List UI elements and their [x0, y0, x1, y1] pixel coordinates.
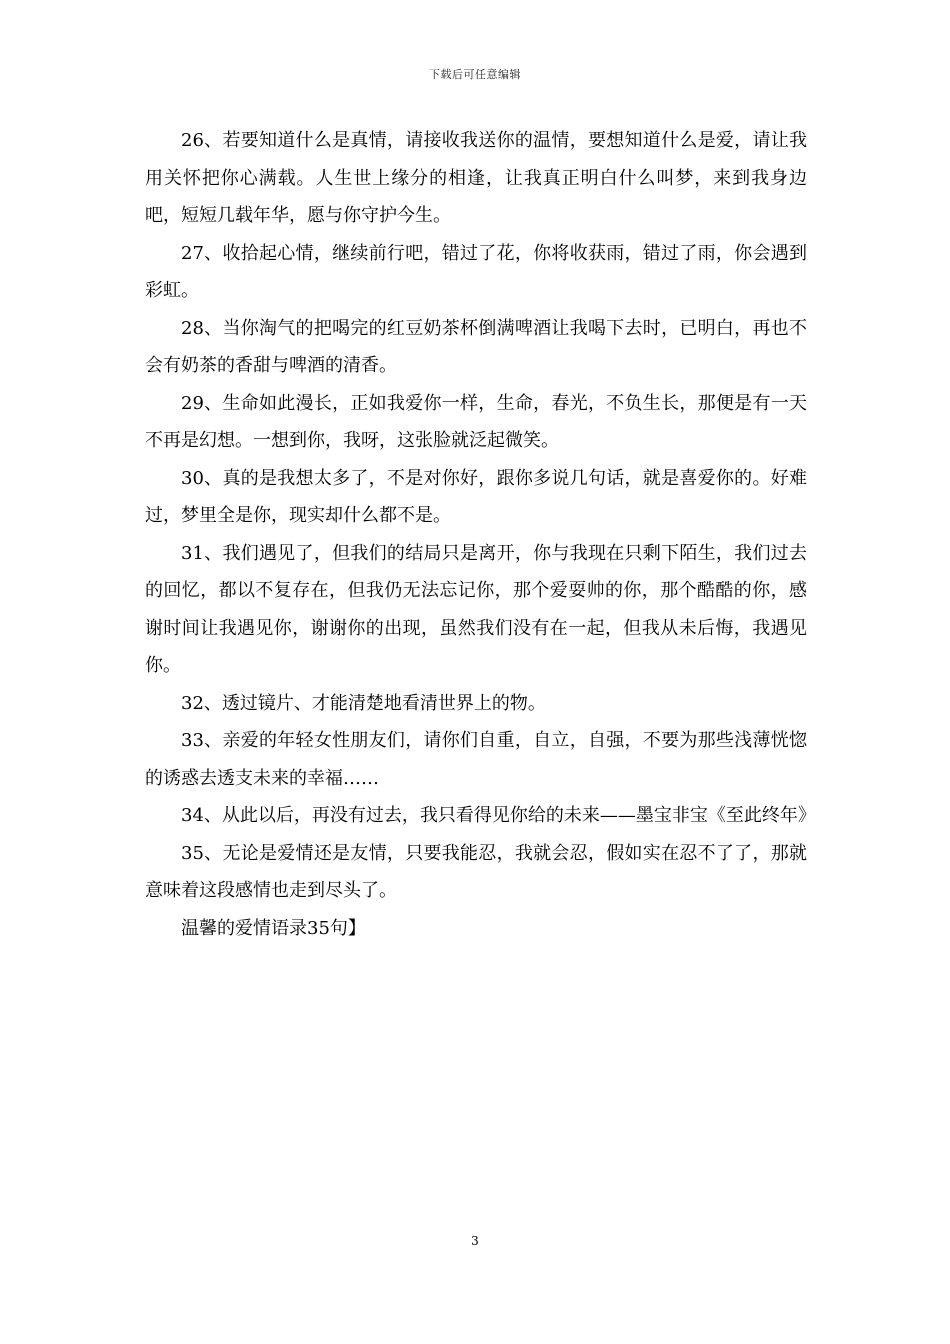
paragraph-34: 34、从此以后，再没有过去，我只看得见你给的未来——墨宝非宝《至此终年》 [181, 805, 816, 826]
closing-line: 温馨的爱情语录35句】 [181, 917, 366, 939]
document-body [145, 122, 816, 947]
paragraph-35: 35、无论是爱情还是友情，只要我能忍，我就会忍，假如实在忍不了了，那就意味着这段感情也走到尽头了。 [145, 842, 807, 901]
paragraph-26: 26、若要知道什么是真情，请接收我送你的温情，要想知道什么是爱，请让我用关怀把你心满载。人生世上缘分的相逢，让我真正明白什么叫梦，来到我身边吧，短短几载年华，愿与你守护今生。 [145, 130, 807, 226]
paragraph-31: 31、我们遇见了，但我们的结局只是离开，你与我现在只剩下陌生，我们过去的回忆，都以不复存在，但我仍无法忘记你，那个爱耍帅的你，那个酷酷的你，感谢时间让我遇见你，谢谢你的出现，虽然我们没有在一起，但我从未后悔，我遇见你。 [145, 542, 807, 676]
page-header-note: 下载后可任意编辑 [429, 68, 521, 81]
paragraph-28: 28、当你淘气的把喝完的红豆奶茶杯倒满啤酒让我喝下去时，已明白，再也不会有奶茶的香甜与啤酒的清香。 [145, 317, 807, 376]
paragraph-32: 32、透过镜片、才能清楚地看清世界上的物。 [181, 692, 546, 714]
page-number: 3 [471, 1234, 479, 1248]
paragraph-33: 33、亲爱的年轻女性朋友们，请你们自重，自立，自强，不要为那些浅薄恍惚的诱惑去透支未来的幸福…… [145, 730, 807, 789]
paragraph-30: 30、真的是我想太多了，不是对你好，跟你多说几句话，就是喜爱你的。好难过，梦里全是你，现实却什么都不是。 [145, 467, 807, 526]
paragraph-29: 29、生命如此漫长，正如我爱你一样，生命，春光，不负生长，那便是有一天不再是幻想。一想到你，我呀，这张脸就泛起微笑。 [145, 392, 807, 451]
paragraph-27: 27、收拾起心情，继续前行吧，错过了花，你将收获雨，错过了雨，你会遇到彩虹。 [145, 242, 807, 301]
